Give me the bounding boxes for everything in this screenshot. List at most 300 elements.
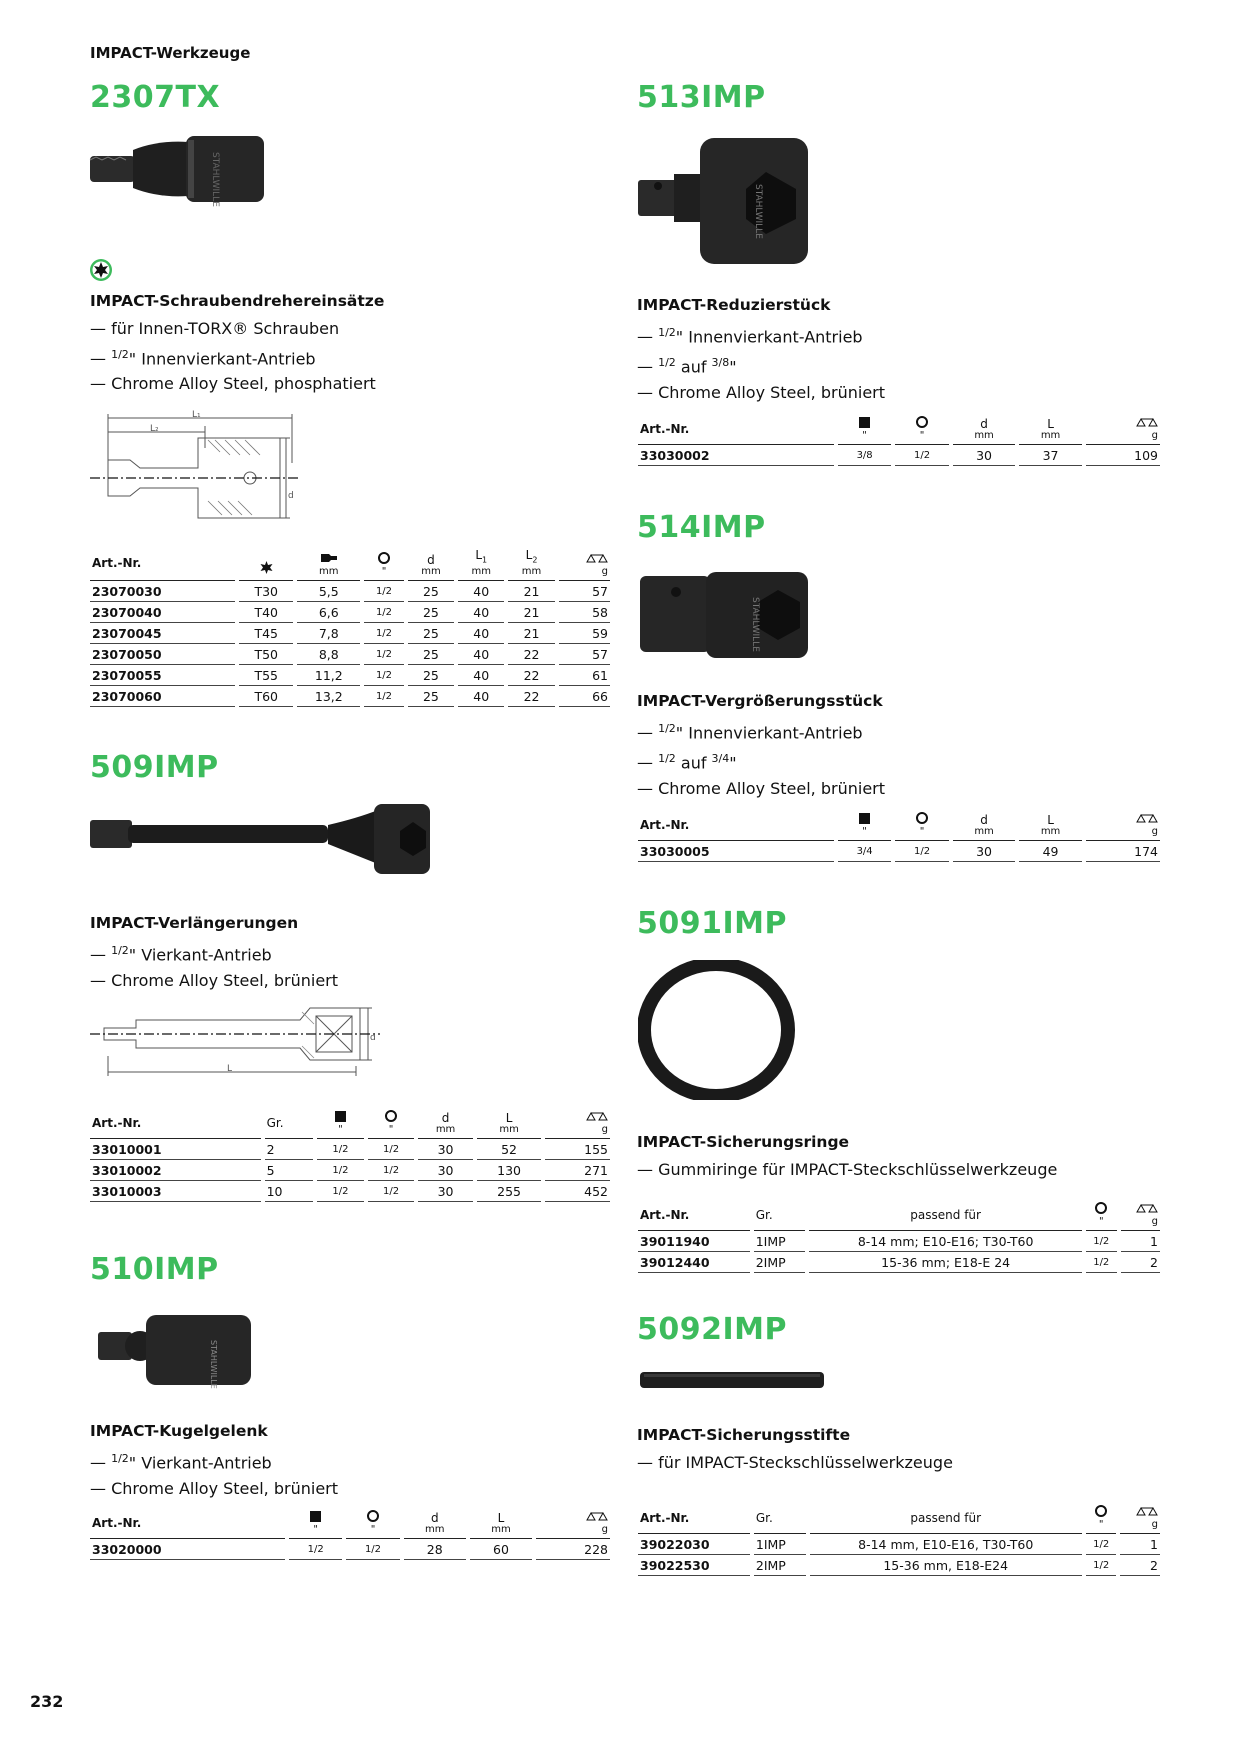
col-art: Art.-Nr.: [90, 1110, 261, 1139]
drive-ring-icon: [367, 1510, 379, 1522]
bullet-text: Chrome Alloy Steel, phosphatiert: [111, 374, 376, 394]
spec-table-509imp: [86, 1110, 614, 1202]
table-cell: 452: [545, 1181, 610, 1202]
product-title-513imp: IMPACT-Reduzierstück: [637, 296, 831, 314]
table-cell: 25: [408, 581, 454, 602]
table-cell: 130: [477, 1160, 542, 1181]
table-cell: 57: [559, 581, 610, 602]
dim-L2-label: L₂: [150, 424, 159, 434]
table-cell: 2: [265, 1139, 314, 1160]
bullet-text: auf: [675, 357, 712, 377]
bullet: [637, 746, 885, 776]
product-title-5091imp: IMPACT-Sicherungsringe: [637, 1133, 850, 1151]
table-row: [90, 1539, 610, 1560]
dim-d-label: d: [288, 491, 294, 501]
table-cell: 1/2: [1086, 1555, 1117, 1576]
table-cell: 21: [508, 581, 554, 602]
table-cell: 11,2: [297, 665, 360, 686]
product-code-5092imp: 5092IMP: [637, 1312, 787, 1347]
dim-L1-label: L₁: [192, 410, 201, 420]
product-code-509imp: 509IMP: [90, 750, 219, 785]
col-label: d: [430, 1511, 439, 1525]
scale-icon: [586, 553, 608, 564]
bullet: [90, 371, 376, 397]
table-cell: 1/2: [364, 581, 404, 602]
col-sub: 2: [532, 555, 538, 565]
col-art: Art.-Nr.: [638, 812, 834, 841]
bullet: [637, 320, 885, 350]
col-art: Art.-Nr.: [90, 548, 235, 581]
col-d: [404, 1510, 466, 1539]
spec-table-514imp: [634, 812, 1164, 862]
col-label: d: [980, 417, 988, 431]
table-cell: 60: [470, 1539, 532, 1560]
table-cell: 30: [953, 445, 1016, 466]
table-cell: 33030002: [638, 445, 834, 466]
table-cell: 30: [418, 1181, 472, 1202]
col-weight: [536, 1510, 610, 1539]
table-cell: 39012440: [638, 1252, 750, 1273]
table-cell: 52: [477, 1139, 542, 1160]
bullet-text: " Vierkant-Antrieb: [128, 945, 272, 965]
bullet-text: Chrome Alloy Steel, brüniert: [658, 382, 886, 402]
table-cell: 25: [408, 602, 454, 623]
table-cell: T45: [239, 623, 293, 644]
fraction: 3/8: [711, 355, 730, 369]
table-cell: 1/2: [364, 602, 404, 623]
table-cell: 40: [458, 602, 504, 623]
table-row: [90, 1139, 610, 1160]
col-d: [953, 812, 1016, 841]
table-cell: 2: [1121, 1252, 1161, 1273]
table-cell: 23070030: [90, 581, 235, 602]
table-cell: 33030005: [638, 841, 834, 862]
product-title-2307tx: IMPACT-Schraubendrehereinsätze: [90, 292, 385, 310]
table-cell: 1/2: [364, 686, 404, 707]
bullet-text: Gummiringe für IMPACT-Steckschlüsselwerkzeuge: [658, 1160, 1058, 1179]
bullet: [637, 350, 885, 380]
table-cell: 1/2: [1086, 1252, 1117, 1273]
col-label: L: [1047, 417, 1054, 431]
extension-bar-image: [88, 798, 433, 878]
col-label: L: [475, 548, 483, 562]
col-drive: [895, 812, 948, 841]
col-drive: [346, 1510, 399, 1539]
col-label: d: [980, 813, 988, 827]
table-cell: 7,8: [297, 623, 360, 644]
unit: ": [388, 1124, 394, 1135]
col-weight: [559, 548, 610, 581]
col-label: L: [497, 1511, 505, 1525]
table-cell: 57: [559, 644, 610, 665]
drive-ring-icon: [916, 812, 928, 824]
table-cell: 28: [404, 1539, 466, 1560]
col-torx-size: [297, 548, 360, 581]
table-cell: T50: [239, 644, 293, 665]
unit: g: [601, 1524, 608, 1535]
ball-joint-image: [96, 1310, 256, 1390]
table-cell: 1/2: [1086, 1534, 1117, 1555]
unit: mm: [974, 826, 994, 837]
rows-514imp: [638, 841, 1160, 862]
col-d: [408, 548, 454, 581]
table-cell: 1/2: [317, 1181, 364, 1202]
table-cell: 25: [408, 686, 454, 707]
table-cell: 61: [559, 665, 610, 686]
unit: mm: [471, 566, 491, 578]
unit: ": [313, 1524, 319, 1535]
product-title-510imp: IMPACT-Kugelgelenk: [90, 1422, 268, 1440]
bullet-text: Chrome Alloy Steel, brüniert: [111, 970, 339, 990]
table-cell: 25: [408, 665, 454, 686]
table-cell: 30: [953, 841, 1016, 862]
table-cell: T30: [239, 581, 293, 602]
table-cell: 58: [559, 602, 610, 623]
product-title-514imp: IMPACT-Vergrößerungsstück: [637, 692, 883, 710]
unit: ": [862, 826, 867, 837]
table-row: [90, 1160, 610, 1181]
col-square: [838, 812, 891, 841]
table-cell: 13,2: [297, 686, 360, 707]
torx-icon: [89, 258, 113, 282]
bullet-list-5091imp: [637, 1157, 1057, 1183]
scale-icon: [1136, 1506, 1158, 1517]
col-drive: [1086, 1202, 1117, 1231]
table-cell: 5: [265, 1160, 314, 1181]
fraction: 1/2: [111, 1452, 129, 1465]
table-cell: 1/2: [364, 623, 404, 644]
table-row: [90, 644, 610, 665]
col-L: [1019, 416, 1082, 445]
col-label: L: [525, 548, 533, 562]
bullet-text: für IMPACT-Steckschlüsselwerkzeuge: [658, 1453, 953, 1472]
unit: mm: [1040, 826, 1061, 837]
col-drive: [1086, 1505, 1117, 1534]
unit: g: [1151, 1519, 1158, 1530]
unit: mm: [491, 1524, 511, 1535]
table-cell: 109: [1086, 445, 1160, 466]
bullet-list-5092imp: [637, 1450, 953, 1476]
col-art: Art.-Nr.: [638, 1505, 750, 1534]
table-cell: 271: [545, 1160, 610, 1181]
scale-icon: [586, 1511, 608, 1522]
product-code-5091imp: 5091IMP: [637, 906, 787, 941]
rows-2307tx: [90, 581, 610, 707]
unit: ": [1098, 1216, 1104, 1227]
svg-text:STAHLWILLE: STAHLWILLE: [750, 597, 760, 652]
scale-icon: [1136, 1203, 1158, 1214]
table-cell: 1/2: [895, 445, 948, 466]
unit: ": [919, 826, 925, 837]
table-cell: 23070060: [90, 686, 235, 707]
table-cell: 1/2: [368, 1160, 415, 1181]
table-cell: 21: [508, 602, 554, 623]
drive-ring-icon: [916, 416, 928, 428]
table-cell: 8-14 mm, E10-E16, T30-T60: [810, 1534, 1082, 1555]
technical-drawing-509imp: [90, 996, 380, 1086]
fraction: 1/2: [658, 751, 676, 765]
bullet-text: auf: [675, 753, 712, 773]
technical-drawing-2307tx: [90, 408, 300, 523]
table-row: [90, 686, 610, 707]
col-label: d: [441, 1111, 450, 1125]
table-row: [90, 602, 610, 623]
table-cell: 40: [458, 581, 504, 602]
table-row: [90, 581, 610, 602]
spec-table-510imp: [86, 1510, 614, 1560]
adaptor-image: [638, 562, 813, 667]
table-cell: 1/2: [317, 1160, 364, 1181]
unit: mm: [421, 566, 441, 578]
bullet: [90, 342, 376, 372]
col-passend: passend für: [810, 1505, 1082, 1534]
spec-table-5091imp: [634, 1202, 1164, 1273]
dim-L-label: L: [227, 1064, 233, 1074]
unit: mm: [521, 566, 542, 578]
square-drive-icon: [310, 1511, 321, 1522]
drive-ring-icon: [378, 552, 390, 564]
table-cell: 33010001: [90, 1139, 261, 1160]
unit: g: [601, 1124, 608, 1135]
table-cell: 22: [508, 644, 554, 665]
fraction: 1/2: [111, 347, 129, 361]
table-cell: 5,5: [297, 581, 360, 602]
rubber-ring-image: [638, 960, 798, 1100]
table-cell: 22: [508, 665, 554, 686]
table-cell: 2IMP: [754, 1252, 806, 1273]
col-d: [418, 1110, 472, 1139]
bullet: [90, 938, 338, 968]
col-L1: [458, 548, 504, 581]
col-gr: Gr.: [265, 1110, 314, 1139]
drive-ring-icon: [385, 1110, 397, 1122]
table-cell: 15-36 mm; E18-E 24: [809, 1252, 1082, 1273]
table-cell: 33020000: [90, 1539, 285, 1560]
bullet-list-2307tx: [90, 316, 376, 397]
table-cell: 1/2: [1086, 1231, 1117, 1252]
drive-ring-icon: [1095, 1505, 1107, 1517]
scale-icon: [1136, 813, 1158, 824]
table-cell: 33010002: [90, 1160, 261, 1181]
unit: ": [370, 1524, 376, 1535]
table-cell: 1/2: [364, 644, 404, 665]
table-cell: 39011940: [638, 1231, 750, 1252]
unit: ": [381, 566, 387, 578]
unit: mm: [1040, 430, 1061, 441]
table-cell: 30: [418, 1139, 472, 1160]
col-gr: Gr.: [754, 1202, 806, 1231]
col-weight: [1121, 1202, 1161, 1231]
col-weight: [545, 1110, 610, 1139]
table-row: [638, 1252, 1160, 1273]
bullet: [637, 1157, 1057, 1183]
bullet-text: " Innenvierkant-Antrieb: [675, 327, 863, 347]
bullet-text: für Innen-TORX® Schrauben: [111, 319, 340, 338]
unit: mm: [499, 1124, 519, 1135]
table-row: [638, 841, 1160, 862]
col-weight: [1086, 812, 1160, 841]
table-cell: 40: [458, 665, 504, 686]
product-title-5092imp: IMPACT-Sicherungsstifte: [637, 1426, 851, 1444]
torx-profile-icon: [260, 561, 273, 574]
table-cell: 1/2: [364, 665, 404, 686]
table-cell: 66: [559, 686, 610, 707]
product-title-509imp: IMPACT-Verlängerungen: [90, 914, 299, 932]
col-label: L: [1047, 813, 1054, 827]
product-code-514imp: 514IMP: [637, 510, 766, 545]
rows-513imp: [638, 445, 1160, 466]
table-cell: 23070040: [90, 602, 235, 623]
unit: g: [1151, 826, 1158, 837]
svg-text:STAHLWILLE: STAHLWILLE: [753, 184, 763, 239]
unit: ": [919, 430, 925, 441]
locking-pin-image: [638, 1368, 828, 1392]
table-cell: 25: [408, 623, 454, 644]
bullet-text: Chrome Alloy Steel, brüniert: [658, 778, 886, 798]
table-cell: 1/2: [346, 1539, 399, 1560]
table-cell: 1/2: [317, 1139, 364, 1160]
spec-table-513imp: [634, 416, 1164, 466]
table-cell: 25: [408, 644, 454, 665]
bullet-text: Chrome Alloy Steel, brüniert: [111, 1478, 339, 1498]
col-art: Art.-Nr.: [638, 416, 834, 445]
table-cell: 3/4: [838, 841, 891, 862]
fraction: 1/2: [658, 355, 676, 369]
table-cell: 1IMP: [754, 1231, 806, 1252]
rows-509imp: [90, 1139, 610, 1202]
table-cell: 228: [536, 1539, 610, 1560]
col-passend: passend für: [809, 1202, 1082, 1231]
col-d: [953, 416, 1016, 445]
bullet: [90, 316, 376, 342]
bullet: [637, 380, 885, 406]
table-cell: 6,6: [297, 602, 360, 623]
table-cell: 8-14 mm; E10-E16; T30-T60: [809, 1231, 1082, 1252]
bullet-list-510imp: [90, 1446, 338, 1501]
table-row: [90, 623, 610, 644]
bullet: [637, 1450, 953, 1476]
table-cell: 10: [265, 1181, 314, 1202]
bullet: [90, 968, 338, 994]
col-L2: [508, 548, 554, 581]
table-cell: T55: [239, 665, 293, 686]
bullet: [90, 1476, 338, 1502]
col-drive: [368, 1110, 415, 1139]
table-cell: 40: [458, 644, 504, 665]
unit: mm: [319, 566, 339, 578]
rows-5092imp: [638, 1534, 1160, 1576]
bullet-list-513imp: [637, 320, 885, 405]
table-cell: 1: [1121, 1231, 1161, 1252]
col-art: Art.-Nr.: [90, 1510, 285, 1539]
page-header: IMPACT-Werkzeuge: [90, 44, 251, 62]
page-number: 232: [30, 1692, 64, 1711]
bullet-text: " Innenvierkant-Antrieb: [128, 348, 316, 368]
torx-bit-image: [88, 130, 268, 210]
spec-table-2307tx: [86, 548, 614, 707]
unit: mm: [974, 430, 994, 441]
product-code-510imp: 510IMP: [90, 1252, 219, 1287]
table-cell: 1/2: [368, 1139, 415, 1160]
unit: g: [1151, 1216, 1158, 1227]
table-cell: 1/2: [895, 841, 948, 862]
dim-d-label: d: [370, 1033, 376, 1043]
unit: mm: [435, 1124, 456, 1135]
col-square: [317, 1110, 364, 1139]
reducer-image: [636, 134, 811, 269]
table-cell: 8,8: [297, 644, 360, 665]
table-cell: 40: [458, 686, 504, 707]
product-code-513imp: 513IMP: [637, 80, 766, 115]
table-cell: 49: [1019, 841, 1082, 862]
drive-ring-icon: [1095, 1202, 1107, 1214]
col-gr: Gr.: [754, 1505, 806, 1534]
table-row: [638, 1534, 1160, 1555]
col-L: [1019, 812, 1082, 841]
col-label: L: [505, 1111, 513, 1125]
unit: g: [601, 566, 608, 578]
rows-510imp: [90, 1539, 610, 1560]
col-square: [289, 1510, 342, 1539]
bullet-list-514imp: [637, 716, 885, 801]
table-cell: 1IMP: [754, 1534, 806, 1555]
table-cell: 2IMP: [754, 1555, 806, 1576]
col-weight: [1120, 1505, 1160, 1534]
table-cell: 39022530: [638, 1555, 750, 1576]
table-cell: 23070055: [90, 665, 235, 686]
square-drive-icon: [859, 417, 870, 428]
table-cell: 2: [1120, 1555, 1160, 1576]
col-torx: [239, 548, 293, 581]
fraction: 3/4: [711, 751, 730, 765]
unit: mm: [425, 1524, 445, 1535]
table-cell: T40: [239, 602, 293, 623]
unit: ": [862, 430, 867, 441]
col-square: [838, 416, 891, 445]
col-art: Art.-Nr.: [638, 1202, 750, 1231]
col-drive: [895, 416, 948, 445]
bullet-text: ": [729, 357, 737, 377]
col-L: [477, 1110, 542, 1139]
bullet: [637, 776, 885, 802]
fraction: 1/2: [658, 326, 676, 339]
col-label: d: [427, 553, 435, 568]
bullet-text: " Innenvierkant-Antrieb: [675, 723, 863, 743]
table-cell: T60: [239, 686, 293, 707]
bullet-list-509imp: [90, 938, 338, 993]
table-cell: 3/8: [838, 445, 891, 466]
fraction: 1/2: [658, 722, 676, 735]
table-cell: 59: [559, 623, 610, 644]
table-cell: 30: [418, 1160, 472, 1181]
table-cell: 33010003: [90, 1181, 261, 1202]
table-cell: 23070050: [90, 644, 235, 665]
bullet: [637, 716, 885, 746]
table-cell: 174: [1086, 841, 1160, 862]
table-cell: 39022030: [638, 1534, 750, 1555]
svg-text:STAHLWILLE: STAHLWILLE: [209, 1340, 218, 1389]
fraction: 1/2: [111, 944, 129, 957]
col-L: [470, 1510, 532, 1539]
table-cell: 255: [477, 1181, 542, 1202]
col-drive: [364, 548, 404, 581]
square-drive-icon: [859, 813, 870, 824]
col-weight: [1086, 416, 1160, 445]
scale-icon: [1136, 417, 1158, 428]
table-cell: 22: [508, 686, 554, 707]
table-row: [90, 665, 610, 686]
rows-5091imp: [638, 1231, 1160, 1273]
